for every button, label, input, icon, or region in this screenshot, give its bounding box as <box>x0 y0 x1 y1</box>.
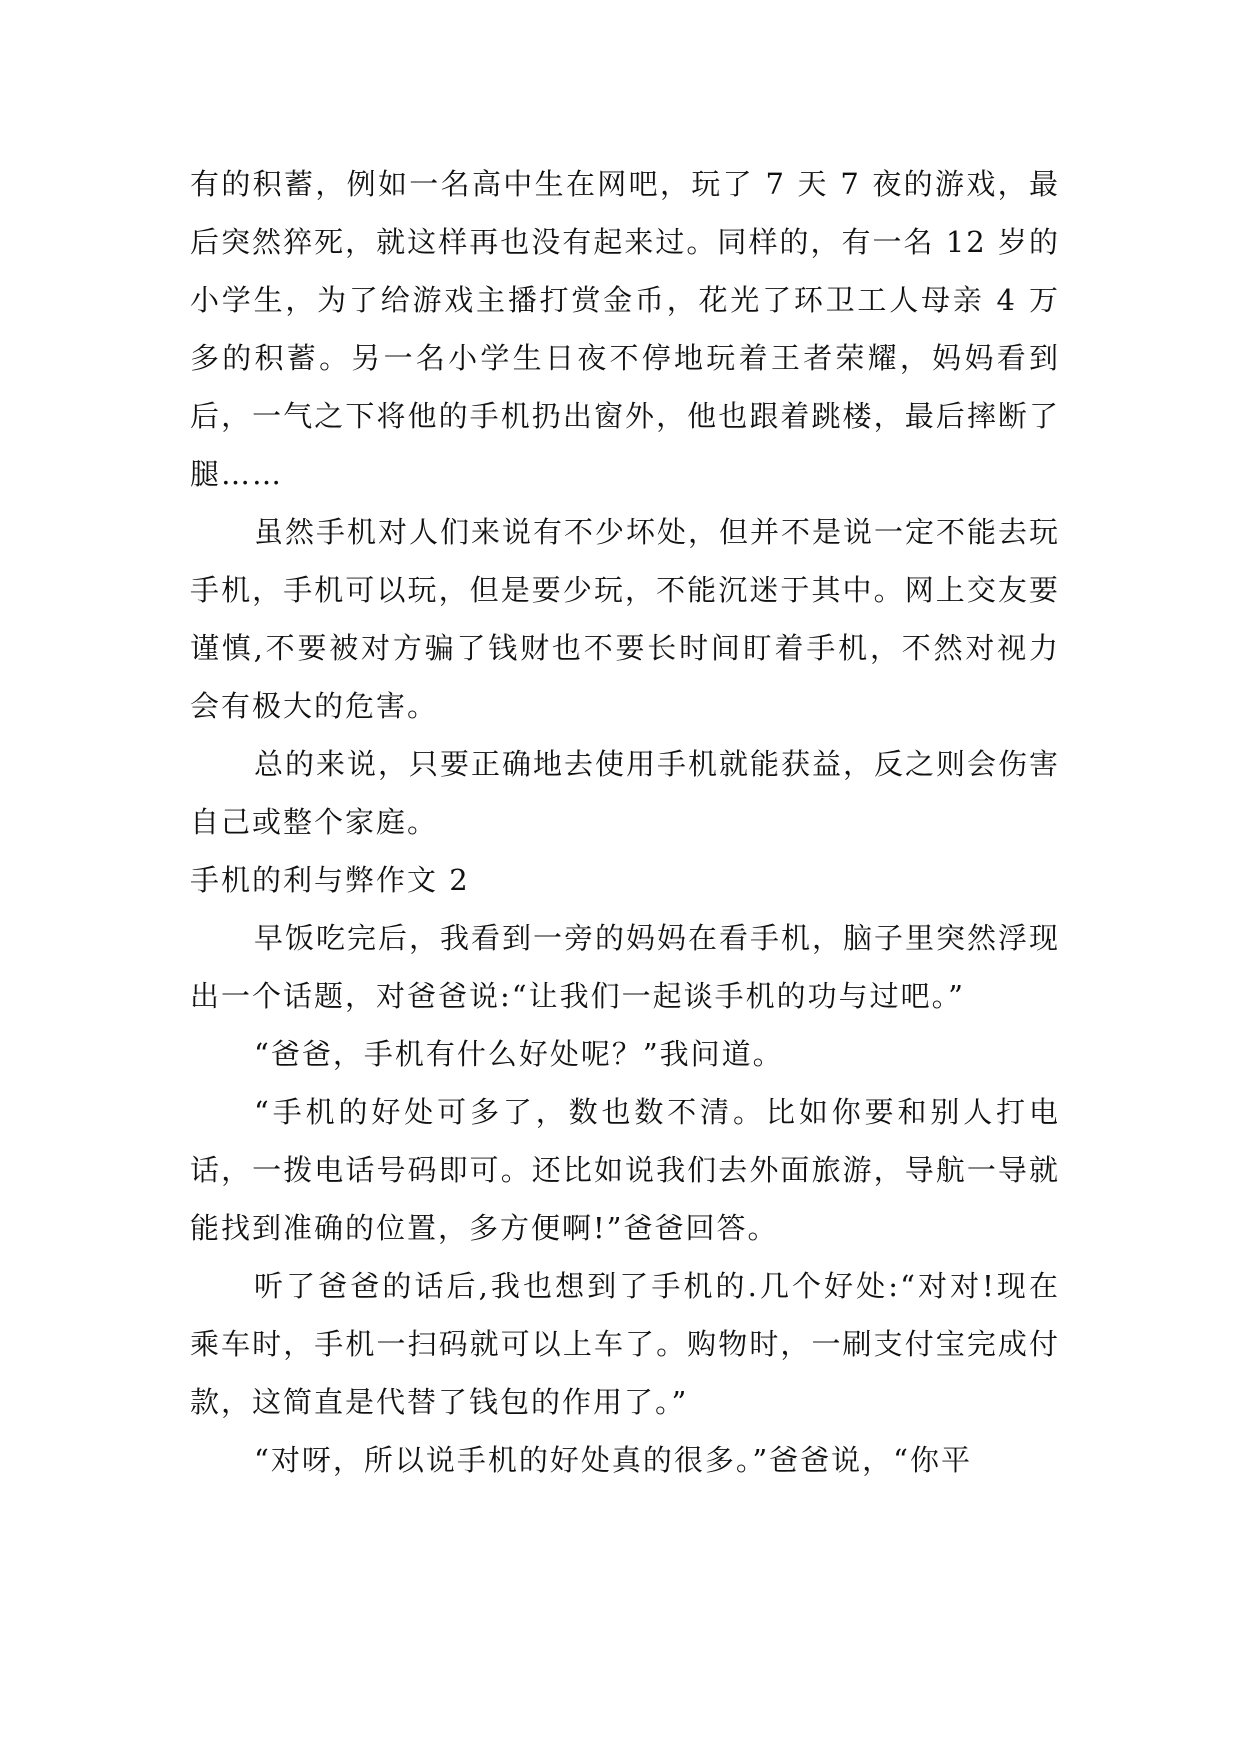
paragraph-conclusion: 总的来说，只要正确地去使用手机就能获益，反之则会伤害自己或整个家庭。 <box>190 747 1061 839</box>
paragraph-question: “爸爸，手机有什么好处呢？”我问道。 <box>254 1037 784 1071</box>
paragraph-my-thoughts: 听了爸爸的话后,我也想到了手机的.几个好处:“对对!现在乘车时，手机一扫码就可以上车了。购物时，一刷支付宝完成付款，这简直是代替了钱包的作用了。” <box>190 1269 1060 1419</box>
paragraph-continued: 有的积蓄，例如一名高中生在网吧，玩了 7 天 7 夜的游戏，最后突然猝死，就这样再也没有起来过。同样的，有一名 12 岁的小学生，为了给游戏主播打赏金币，花光了环卫工人母亲 4 万多的积蓄。另一名小学生日夜不停地玩着王者荣耀，妈妈看到后，一气之下将他的手机扔出窗外，他也跟着跳楼，最后摔断了腿…… <box>190 167 1060 491</box>
paragraph-breakfast: 早饭吃完后，我看到一旁的妈妈在看手机，脑子里突然浮现出一个话题，对爸爸说:“让我们一起谈手机的功与过吧。” <box>190 921 1061 1013</box>
paragraph-phone-drawbacks: 虽然手机对人们来说有不少坏处，但并不是说一定不能去玩手机，手机可以玩，但是要少玩，不能沉迷于其中。网上交友要谨慎,不要被对方骗了钱财也不要长时间盯着手机，不然对视力会有极大的危害。 <box>190 515 1061 723</box>
document-body <box>190 155 1060 1489</box>
paragraph-father-reply: “对呀，所以说手机的好处真的很多。”爸爸说，“你平 <box>254 1443 972 1477</box>
section-title: 手机的利与弊作文 2 <box>190 863 470 897</box>
paragraph-father-answer: “手机的好处可多了，数也数不清。比如你要和别人打电话，一拨电话号码即可。还比如说我们去外面旅游，导航一导就能找到准确的位置，多方便啊!”爸爸回答。 <box>190 1095 1060 1245</box>
